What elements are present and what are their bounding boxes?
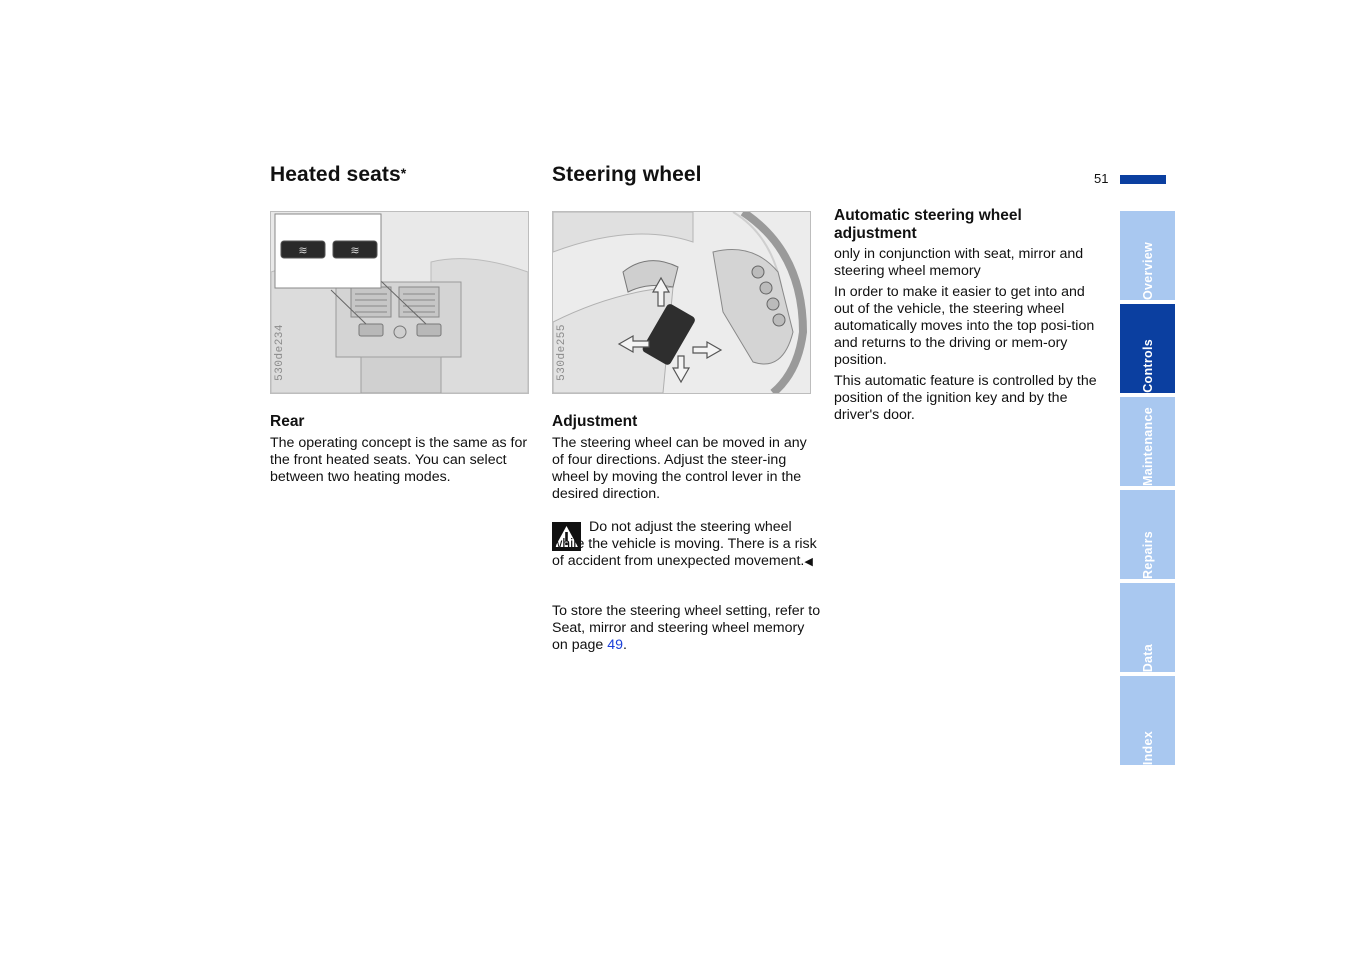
tab-overview-label: Overview — [1140, 242, 1155, 300]
tab-index-label: Index — [1140, 730, 1155, 765]
figure-code: 530de255 — [556, 324, 568, 381]
tab-overview[interactable] — [1120, 211, 1175, 300]
tab-data-label: Data — [1140, 643, 1155, 672]
heated-seats-title — [270, 163, 406, 187]
rear-text: The operating concept is the same as for the front heated seats. You can select between two heating modes. — [270, 435, 528, 485]
rear-heading: Rear — [270, 413, 305, 430]
svg-text:≋: ≋ — [350, 244, 360, 257]
end-mark: ◀ — [804, 556, 813, 568]
tab-data[interactable] — [1120, 583, 1175, 672]
page-number-bar — [1120, 175, 1166, 184]
optional-equipment-mark: * — [400, 165, 407, 181]
adjustment-text: The steering wheel can be moved in any of four directions. Adjust the steer-ing wheel by moving the control lever in the desired direction. — [552, 435, 807, 502]
tab-maintenance[interactable] — [1120, 397, 1175, 486]
tab-repairs-label: Repairs — [1140, 531, 1155, 579]
tab-maintenance-label: Maintenance — [1140, 406, 1155, 486]
tab-repairs[interactable] — [1120, 490, 1175, 579]
automatic-para-1: only in conjunction with seat, mirror and steering wheel memory — [834, 246, 1084, 279]
steering-wheel-title: Steering wheel — [552, 163, 702, 186]
automatic-para-2: In order to make it easier to get into and out of the vehicle, the steering wheel automatically moves into the top posi-tion and returns to the driving or mem-ory position. — [834, 284, 1095, 368]
warning-text-content: Do not adjust the steering wheel while the vehicle is moving. There is a risk of accident from unexpected movement. — [552, 519, 817, 569]
tab-index[interactable] — [1120, 676, 1175, 765]
warning-text — [552, 519, 822, 571]
store-setting-text — [552, 603, 822, 654]
adjustment-heading: Adjustment — [552, 413, 638, 430]
page-link[interactable]: 49 — [607, 637, 624, 653]
steering-column-illustration — [553, 212, 810, 393]
page-number: 51 — [1094, 171, 1109, 186]
automatic-para-3: This automatic feature is controlled by the position of the ignition key and by the driver's door. — [834, 373, 1097, 423]
tab-controls[interactable] — [1120, 304, 1175, 393]
store-setting-text-end: . — [623, 637, 627, 653]
side-tabs — [1120, 211, 1175, 765]
figure-code: 530de234 — [274, 324, 286, 381]
automatic-adjustment-heading: Automatic steering wheel adjustment — [834, 207, 1022, 242]
steering-wheel-figure — [552, 211, 811, 394]
store-setting-text-content: To store the steering wheel setting, refer to Seat, mirror and steering wheel memory on page — [552, 603, 821, 653]
tab-controls-label: Controls — [1140, 339, 1155, 393]
svg-text:≋: ≋ — [298, 244, 308, 257]
rear-console-illustration — [271, 212, 528, 393]
heated-seats-title-text: Heated seats — [270, 163, 401, 186]
rear-heated-seats-figure — [270, 211, 529, 394]
